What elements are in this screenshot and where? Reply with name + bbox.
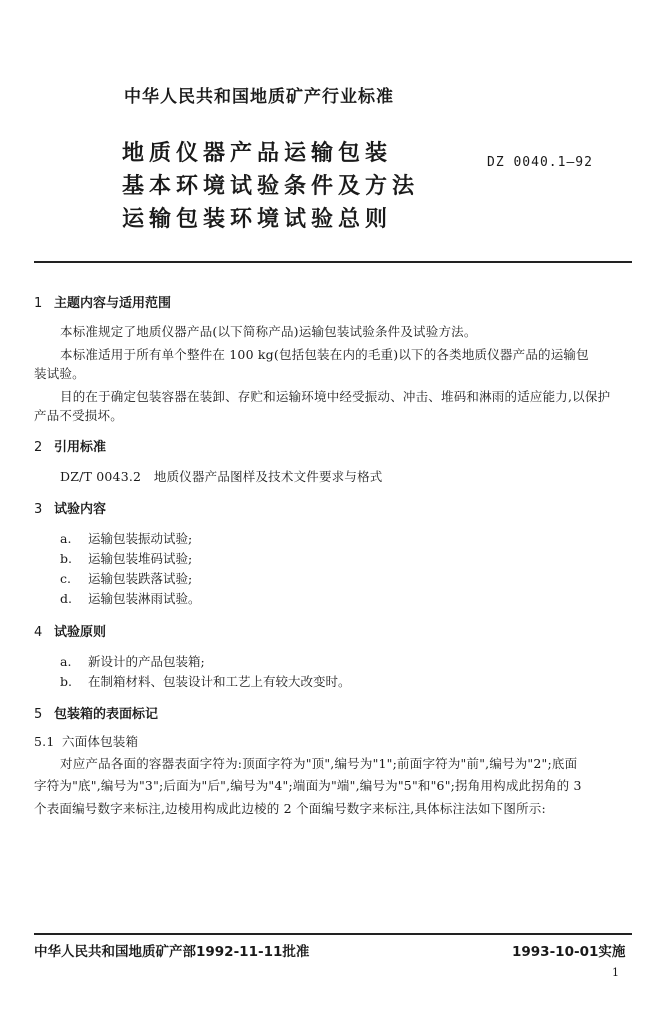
section-1-para-2-line-1: 本标准适用于所有单个整件在 100 kg(包括包装在内的毛重)以下的各类地质仪器产品的运输包 [60, 347, 589, 362]
standard-code: DZ 0040.1—92 [487, 155, 593, 170]
section-title: 试验原则 [54, 625, 107, 640]
section-number: 5 [34, 707, 43, 722]
item-label: a. [60, 531, 72, 546]
section-2-heading [34, 436, 106, 455]
item-label: d. [60, 591, 72, 606]
section-1-para-3-line-2: 产品不受损坏。 [34, 408, 123, 423]
page-number: 1 [612, 966, 619, 979]
list-item [60, 672, 351, 690]
approval-date: 中华人民共和国地质矿产部1992-11-11批准 [34, 944, 310, 960]
section-number: 3 [34, 502, 43, 517]
list-item [60, 529, 192, 547]
section-title: 试验内容 [54, 502, 107, 517]
item-text: 在制箱材料、包装设计和工艺上有较大改变时。 [88, 674, 351, 689]
section-1-para-3-line-1: 目的在于确定包装容器在装卸、存贮和运输环境中经受振动、冲击、堆码和淋雨的适应能力,以保护 [60, 389, 611, 404]
implementation-date: 1993-10-01实施 [512, 944, 626, 960]
item-label: b. [60, 551, 72, 566]
subsection-number: 5.1 [34, 734, 55, 749]
subsection-5-1-line-2: 字符为"底",编号为"3";后面为"后",编号为"4";端面为"端",编号为"5"和"6";拐角用构成此拐角的 3 [34, 778, 582, 793]
reference-standard: DZ/T 0043.2 地质仪器产品图样及技术文件要求与格式 [60, 469, 383, 484]
section-number: 1 [34, 296, 43, 311]
section-3-heading [34, 498, 106, 517]
section-title: 主题内容与适用范围 [54, 296, 172, 311]
subsection-5-1-line-3: 个表面编号数字来标注,边棱用构成此边棱的 2 个面编号数字来标注,具体标注法如下图所示: [34, 801, 546, 816]
title-line-3: 运输包装环境试验总则 [122, 207, 393, 232]
section-1-para-1: 本标准规定了地质仪器产品(以下简称产品)运输包装试验条件及试验方法。 [60, 324, 477, 339]
section-5-heading [34, 703, 158, 722]
item-text: 运输包装跌落试验; [88, 571, 193, 586]
item-label: c. [60, 571, 71, 586]
list-item [60, 549, 192, 567]
footer-divider [34, 933, 632, 935]
subsection-5-1-heading [34, 732, 138, 750]
subsection-title: 六面体包装箱 [62, 734, 139, 749]
section-number: 2 [34, 440, 43, 455]
item-text: 运输包装堆码试验; [88, 551, 193, 566]
title-line-1: 地质仪器产品运输包装 [122, 141, 393, 166]
issuing-organization: 中华人民共和国地质矿产行业标准 [124, 87, 394, 107]
section-title: 包装箱的表面标记 [54, 707, 159, 722]
section-1-para-2-line-2: 装试验。 [34, 366, 85, 381]
section-4-heading [34, 621, 106, 640]
item-text: 新设计的产品包装箱; [88, 654, 205, 669]
item-label: b. [60, 674, 72, 689]
section-1-heading [34, 292, 171, 311]
item-text: 运输包装振动试验; [88, 531, 193, 546]
section-title: 引用标准 [54, 440, 107, 455]
item-text: 运输包装淋雨试验。 [88, 591, 201, 606]
header-divider [34, 261, 632, 263]
item-label: a. [60, 654, 72, 669]
list-item [60, 569, 192, 587]
list-item [60, 589, 201, 607]
title-line-2: 基本环境试验条件及方法 [122, 174, 420, 199]
subsection-5-1-line-1: 对应产品各面的容器表面字符为:顶面字符为"顶",编号为"1";前面字符为"前",编号为"2";底面 [60, 756, 578, 771]
section-number: 4 [34, 625, 43, 640]
list-item [60, 652, 205, 670]
